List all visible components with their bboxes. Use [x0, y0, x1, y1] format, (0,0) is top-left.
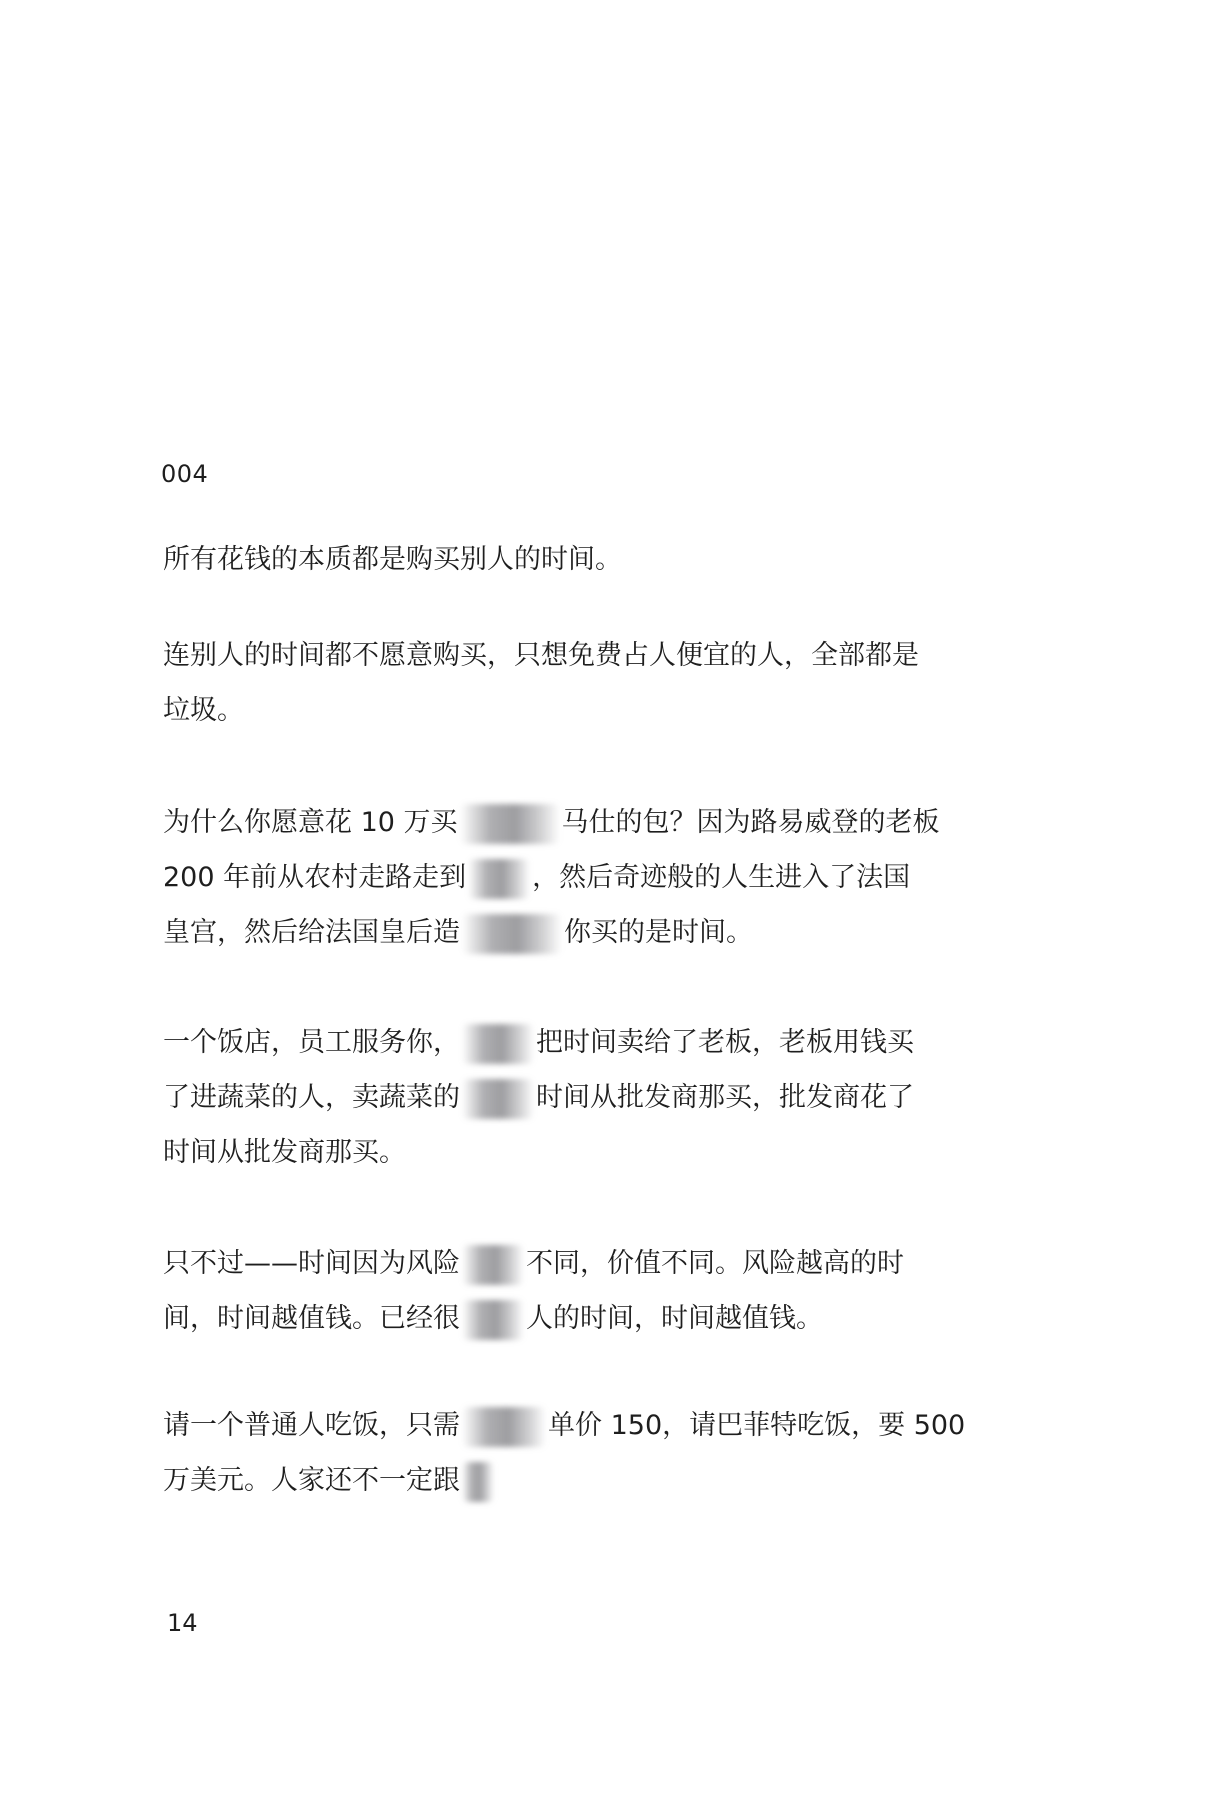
text-line: 一个饭店，员工服务你， 把时间卖给了老板，老板用钱买	[163, 1015, 1003, 1070]
text-line: 为什么你愿意花 10 万买 马仕的包？因为路易威登的老板	[163, 795, 1003, 850]
redacted-block	[462, 914, 562, 954]
text-line: 请一个普通人吃饭，只需 单价 150，请巴菲特吃饭，要 500	[163, 1398, 1003, 1453]
paragraph-4	[163, 1015, 1003, 1180]
text-line: 200 年前从农村走路走到 ，然后奇迹般的人生进入了法国	[163, 850, 1003, 905]
redacted-block	[468, 859, 530, 899]
text-line: 时间从批发商那买。	[163, 1137, 406, 1168]
redacted-block	[462, 1245, 524, 1285]
text-line: 了进蔬菜的人，卖蔬菜的 时间从批发商那买，批发商花了	[163, 1070, 1003, 1125]
paragraph-3	[163, 795, 1003, 960]
paragraph-2	[163, 628, 1003, 738]
text-line: 皇宫，然后给法国皇后造 你买的是时间。	[163, 905, 1003, 960]
redacted-block	[462, 1407, 546, 1447]
redacted-block	[462, 1300, 524, 1340]
redacted-block	[462, 1462, 494, 1502]
paragraph-5	[163, 1236, 1003, 1346]
paragraph-1	[163, 532, 1003, 587]
page-number: 14	[167, 1609, 198, 1637]
redacted-block	[462, 1024, 534, 1064]
redacted-block	[460, 804, 560, 844]
paragraph-6	[163, 1398, 1003, 1508]
text-line: 所有花钱的本质都是购买别人的时间。	[163, 544, 622, 575]
text-line: 万美元。人家还不一定跟	[163, 1453, 1003, 1508]
text-line: 间，时间越值钱。已经很 人的时间，时间越值钱。	[163, 1291, 1003, 1346]
text-line: 垃圾。	[163, 695, 244, 726]
redacted-block	[462, 1079, 534, 1119]
text-line: 连别人的时间都不愿意购买，只想免费占人便宜的人，全部都是	[163, 640, 919, 671]
text-line: 只不过——时间因为风险 不同，价值不同。风险越高的时	[163, 1236, 1003, 1291]
section-number: 004	[161, 460, 209, 488]
